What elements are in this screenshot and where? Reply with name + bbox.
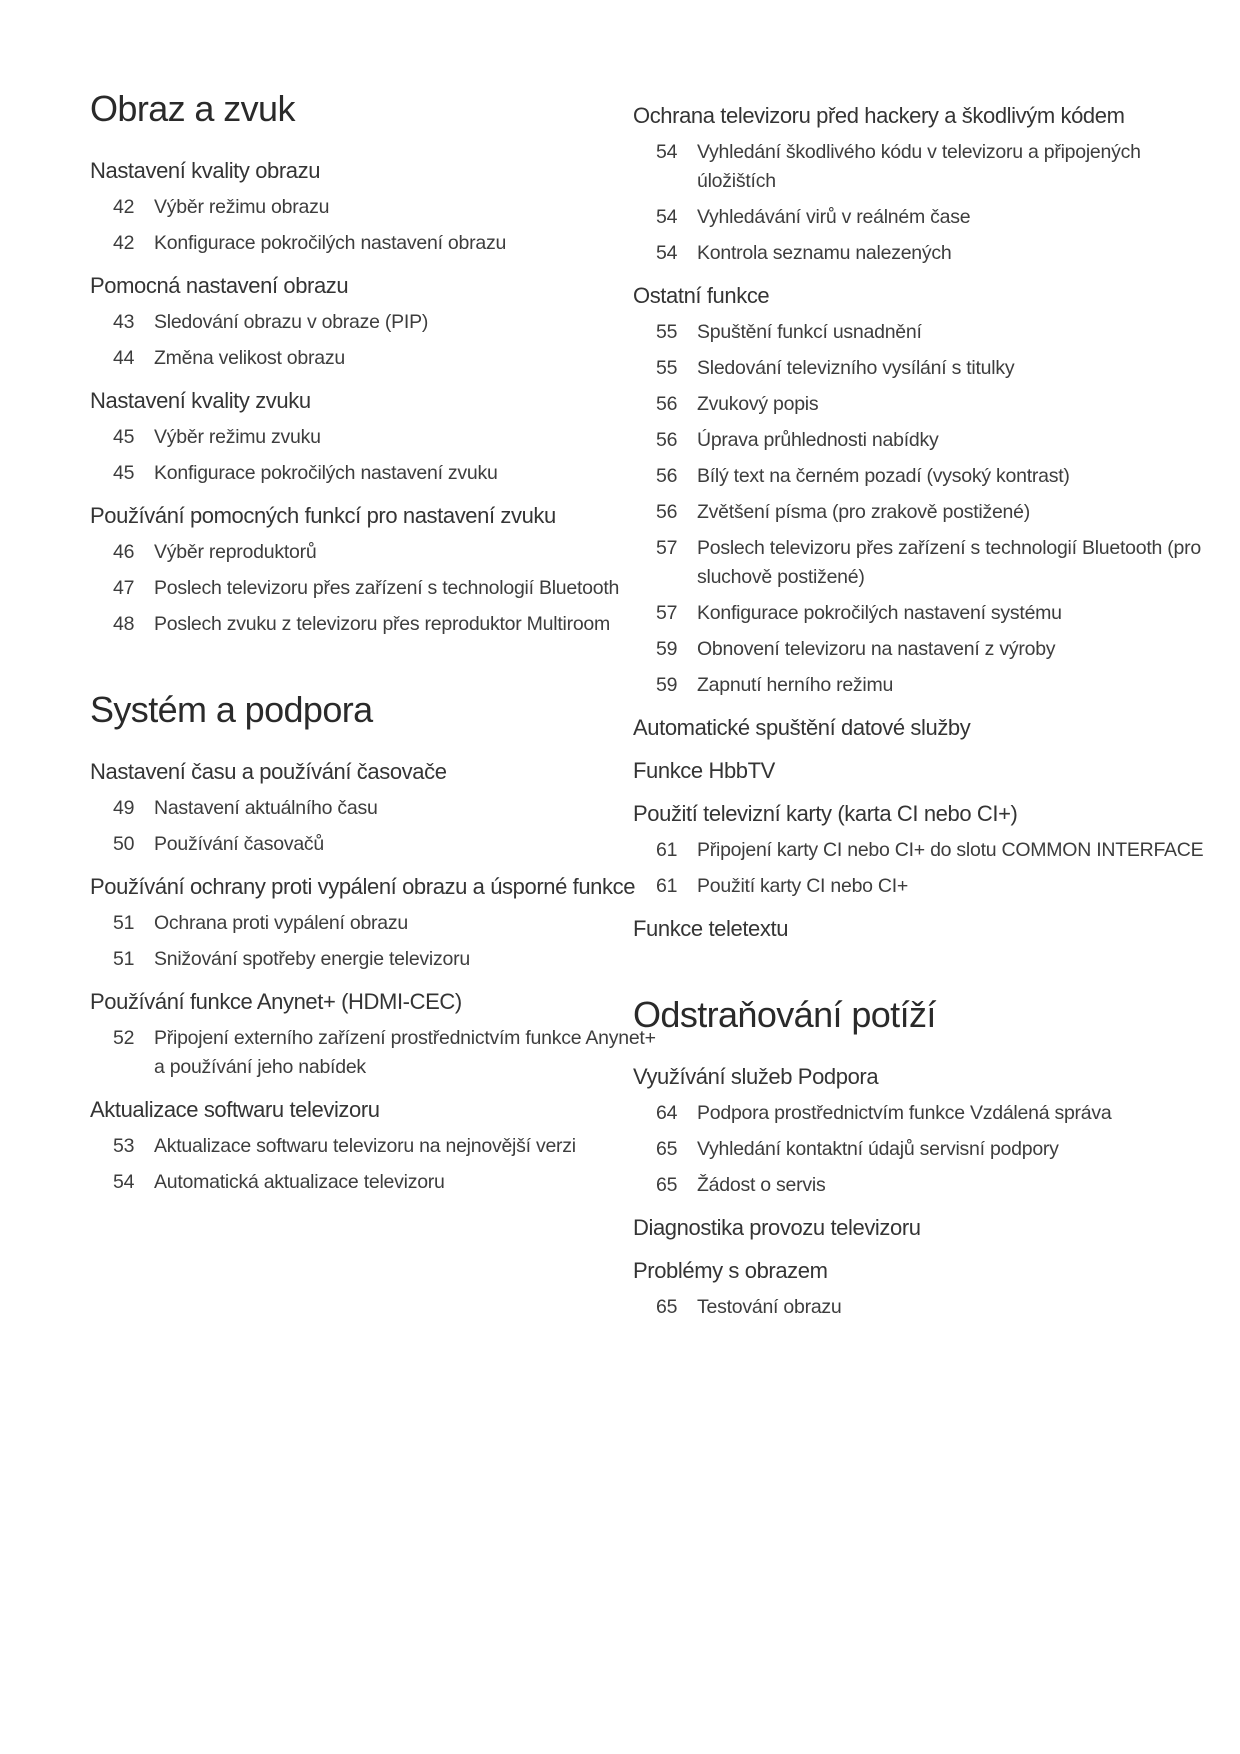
entry-text-line: Poslech zvuku z televizoru přes reproduktor Multiroom (154, 613, 611, 635)
section-title: Ochrana televizoru před hackery a škodlivým kódem (633, 103, 1125, 128)
entry-text-line: Konfigurace pokročilých nastavení obrazu (154, 232, 507, 254)
entry-text-line: Poslech televizoru přes zařízení s technologií Bluetooth (pro (697, 537, 1201, 559)
toc-entry (633, 318, 1178, 347)
chapter-title: Odstraňování potíží (633, 994, 936, 1035)
toc-section (633, 914, 1178, 944)
section-title: Ostatní funkce (633, 283, 770, 308)
entry-text-line: Zapnutí herního režimu (697, 674, 894, 696)
entry-text-line: a používání jeho nabídek (154, 1056, 366, 1078)
toc-entry (633, 599, 1178, 628)
toc-entry (90, 794, 570, 823)
entry-text-line: Připojení externího zařízení prostřednictvím funkce Anynet+ (154, 1027, 656, 1049)
page-number: 42 (113, 232, 135, 254)
entry-text-line: Spuštění funkcí usnadnění (697, 321, 922, 343)
entry-text-line: Poslech televizoru přes zařízení s technologií Bluetooth (154, 577, 620, 599)
toc-section (633, 1213, 1178, 1243)
toc-section (90, 757, 570, 859)
toc-entry (633, 138, 1178, 196)
toc-entry (90, 229, 570, 258)
toc-section (633, 713, 1178, 743)
toc-entry (90, 610, 611, 639)
section-title: Nastavení kvality zvuku (90, 388, 311, 413)
page-number: 56 (656, 501, 678, 523)
entry-text (697, 872, 1178, 901)
toc-entry (90, 1132, 576, 1161)
page-number: 59 (656, 674, 678, 696)
section-title: Nastavení kvality obrazu (90, 158, 321, 183)
section-title: Funkce teletextu (633, 916, 789, 941)
entry-text (154, 1132, 576, 1161)
entry-text (697, 318, 1178, 347)
page-number: 54 (656, 242, 678, 264)
toc-section (90, 1095, 576, 1197)
entry-text-line: Používání časovačů (154, 833, 325, 855)
toc-entry (90, 538, 570, 567)
entry-text (697, 203, 1178, 232)
page-number: 57 (656, 537, 678, 559)
entry-text (697, 498, 1178, 527)
toc-entry (633, 1099, 1178, 1128)
toc-section (633, 756, 1178, 786)
page-number: 59 (656, 638, 678, 660)
toc-entry (90, 830, 570, 859)
toc-entry (90, 459, 570, 488)
entry-text-line: Použití karty CI nebo CI+ (697, 875, 909, 897)
entry-text (154, 610, 610, 639)
page-number: 49 (113, 797, 135, 819)
toc-entry (633, 462, 1178, 491)
entry-text-line: Vyhledání kontaktní údajů servisní podpory (697, 1138, 1059, 1160)
entry-text (697, 1293, 1178, 1322)
page-number: 56 (656, 393, 678, 415)
entry-text-line: Automatická aktualizace televizoru (154, 1171, 445, 1193)
page-number: 45 (113, 426, 135, 448)
toc-entry (633, 203, 1178, 232)
entry-text-line: sluchově postižené) (697, 566, 865, 588)
toc-entry (90, 574, 620, 603)
toc-entry (90, 1168, 570, 1197)
entry-text (697, 1171, 1178, 1200)
entry-text (697, 390, 1178, 419)
toc-entry (633, 1293, 1178, 1322)
entry-text-line: Sledování televizního vysílání s titulky (697, 357, 1015, 379)
entry-text (154, 945, 570, 974)
toc-entry (90, 909, 570, 938)
entry-text-line: Připojení karty CI nebo CI+ do slotu COMMON INTERFACE (697, 839, 1204, 861)
page-number: 65 (656, 1138, 678, 1160)
toc-entry (633, 354, 1178, 383)
entry-text (154, 459, 570, 488)
entry-text-line: Aktualizace softwaru televizoru na nejnovější verzi (154, 1135, 576, 1157)
entry-text (154, 229, 570, 258)
toc-entry (633, 534, 1201, 592)
entry-text (154, 344, 570, 373)
toc-section (90, 156, 570, 258)
page-number: 51 (113, 948, 135, 970)
section-title: Problémy s obrazem (633, 1258, 828, 1283)
section-title: Nastavení času a používání časovače (90, 759, 447, 784)
entry-text (697, 1099, 1178, 1128)
entry-text-line: Testování obrazu (697, 1296, 842, 1318)
entry-text-line: Kontrola seznamu nalezených (697, 242, 952, 264)
toc-entry (90, 308, 570, 337)
section-title: Automatické spuštění datové služby (633, 715, 971, 740)
entry-text (697, 354, 1178, 383)
toc-section (633, 1256, 1178, 1322)
entry-text (697, 1135, 1178, 1164)
entry-text (154, 574, 619, 603)
toc-section (90, 501, 620, 639)
toc-column-left (90, 0, 656, 1204)
section-title: Diagnostika provozu televizoru (633, 1215, 921, 1240)
entry-text (697, 534, 1201, 592)
section-title: Používání ochrany proti vypálení obrazu a úsporné funkce (90, 874, 636, 899)
toc-entry (633, 498, 1178, 527)
entry-text-line: Konfigurace pokročilých nastavení systému (697, 602, 1062, 624)
toc-entry (90, 344, 570, 373)
toc-section (633, 1062, 1178, 1200)
section-title: Použití televizní karty (karta CI nebo CI+) (633, 801, 1018, 826)
entry-text-line: úložištích (697, 170, 776, 192)
page-number: 51 (113, 912, 135, 934)
page-number: 56 (656, 429, 678, 451)
entry-text (154, 909, 570, 938)
toc-section (633, 101, 1178, 268)
entry-text-line: Bílý text na černém pozadí (vysoký kontrast) (697, 465, 1070, 487)
chapter-title: Obraz a zvuk (90, 88, 295, 129)
section-title: Aktualizace softwaru televizoru (90, 1097, 380, 1122)
page-number: 61 (656, 839, 678, 861)
entry-text-line: Změna velikost obrazu (154, 347, 345, 369)
toc-entry (90, 945, 570, 974)
entry-text (154, 830, 570, 859)
toc-entry (633, 1171, 1178, 1200)
entry-text (697, 671, 1178, 700)
toc-entry (633, 671, 1178, 700)
entry-text (697, 138, 1178, 196)
entry-text-line: Obnovení televizoru na nastavení z výroby (697, 638, 1056, 660)
toc-section (90, 271, 570, 373)
entry-text-line: Výběr režimu obrazu (154, 196, 330, 218)
entry-text (697, 426, 1178, 455)
toc-entry (90, 423, 570, 452)
toc-entry (633, 1135, 1178, 1164)
entry-text (154, 538, 570, 567)
entry-text-line: Konfigurace pokročilých nastavení zvuku (154, 462, 498, 484)
entry-text-line: Snižování spotřeby energie televizoru (154, 948, 470, 970)
section-title: Využívání služeb Podpora (633, 1064, 879, 1089)
page-number: 54 (113, 1171, 135, 1193)
toc-section (90, 987, 656, 1082)
page-number: 64 (656, 1102, 678, 1124)
toc-entry (633, 390, 1178, 419)
entry-text-line: Vyhledání škodlivého kódu v televizoru a připojených (697, 141, 1141, 163)
entry-text (154, 193, 570, 222)
page-number: 61 (656, 875, 678, 897)
toc-entry (633, 872, 1178, 901)
entry-text (697, 239, 1178, 268)
toc-entry (633, 239, 1178, 268)
page-number: 54 (656, 141, 678, 163)
entry-text-line: Sledování obrazu v obraze (PIP) (154, 311, 429, 333)
entry-text-line: Úprava průhlednosti nabídky (697, 429, 939, 451)
entry-text-line: Ochrana proti vypálení obrazu (154, 912, 408, 934)
toc-entry (633, 426, 1178, 455)
entry-text-line: Podpora prostřednictvím funkce Vzdálená správa (697, 1102, 1112, 1124)
entry-text (697, 599, 1178, 628)
toc-entry (633, 635, 1178, 664)
page-number: 53 (113, 1135, 135, 1157)
page-number: 65 (656, 1174, 678, 1196)
page-number: 42 (113, 196, 135, 218)
entry-text (154, 1024, 656, 1082)
page-number: 45 (113, 462, 135, 484)
entry-text (154, 1168, 570, 1197)
page-number: 54 (656, 206, 678, 228)
entry-text (154, 308, 570, 337)
page-number: 65 (656, 1296, 678, 1318)
entry-text (154, 794, 570, 823)
page-number: 44 (113, 347, 135, 369)
toc-section (633, 281, 1201, 700)
section-title: Používání pomocných funkcí pro nastavení zvuku (90, 503, 556, 528)
toc-entry (90, 1024, 656, 1082)
page-number: 43 (113, 311, 135, 333)
entry-text-line: Výběr režimu zvuku (154, 426, 321, 448)
toc-column-right (633, 0, 1204, 1329)
entry-text-line: Žádost o servis (697, 1174, 826, 1196)
entry-text-line: Nastavení aktuálního času (154, 797, 378, 819)
entry-text-line: Výběr reproduktorů (154, 541, 317, 563)
page-number: 57 (656, 602, 678, 624)
page-number: 55 (656, 321, 678, 343)
toc-section (90, 386, 570, 488)
page-number: 50 (113, 833, 135, 855)
page-number: 48 (113, 613, 135, 635)
toc-entry (90, 193, 570, 222)
chapter-title: Systém a podpora (90, 689, 373, 730)
toc-section (633, 799, 1204, 901)
section-title: Funkce HbbTV (633, 758, 775, 783)
entry-text-line: Zvukový popis (697, 393, 819, 415)
page-number: 55 (656, 357, 678, 379)
entry-text-line: Zvětšení písma (pro zrakově postižené) (697, 501, 1030, 523)
entry-text (154, 423, 570, 452)
toc-section (90, 872, 636, 974)
page-number: 56 (656, 465, 678, 487)
section-title: Pomocná nastavení obrazu (90, 273, 349, 298)
section-title: Používání funkce Anynet+ (HDMI-CEC) (90, 989, 462, 1014)
page-number: 52 (113, 1027, 135, 1049)
entry-text (697, 635, 1178, 664)
entry-text (697, 462, 1178, 491)
entry-text-line: Vyhledávání virů v reálném čase (697, 206, 971, 228)
page-number: 46 (113, 541, 135, 563)
page-number: 47 (113, 577, 135, 599)
toc-entry (633, 836, 1204, 865)
entry-text (697, 836, 1203, 865)
